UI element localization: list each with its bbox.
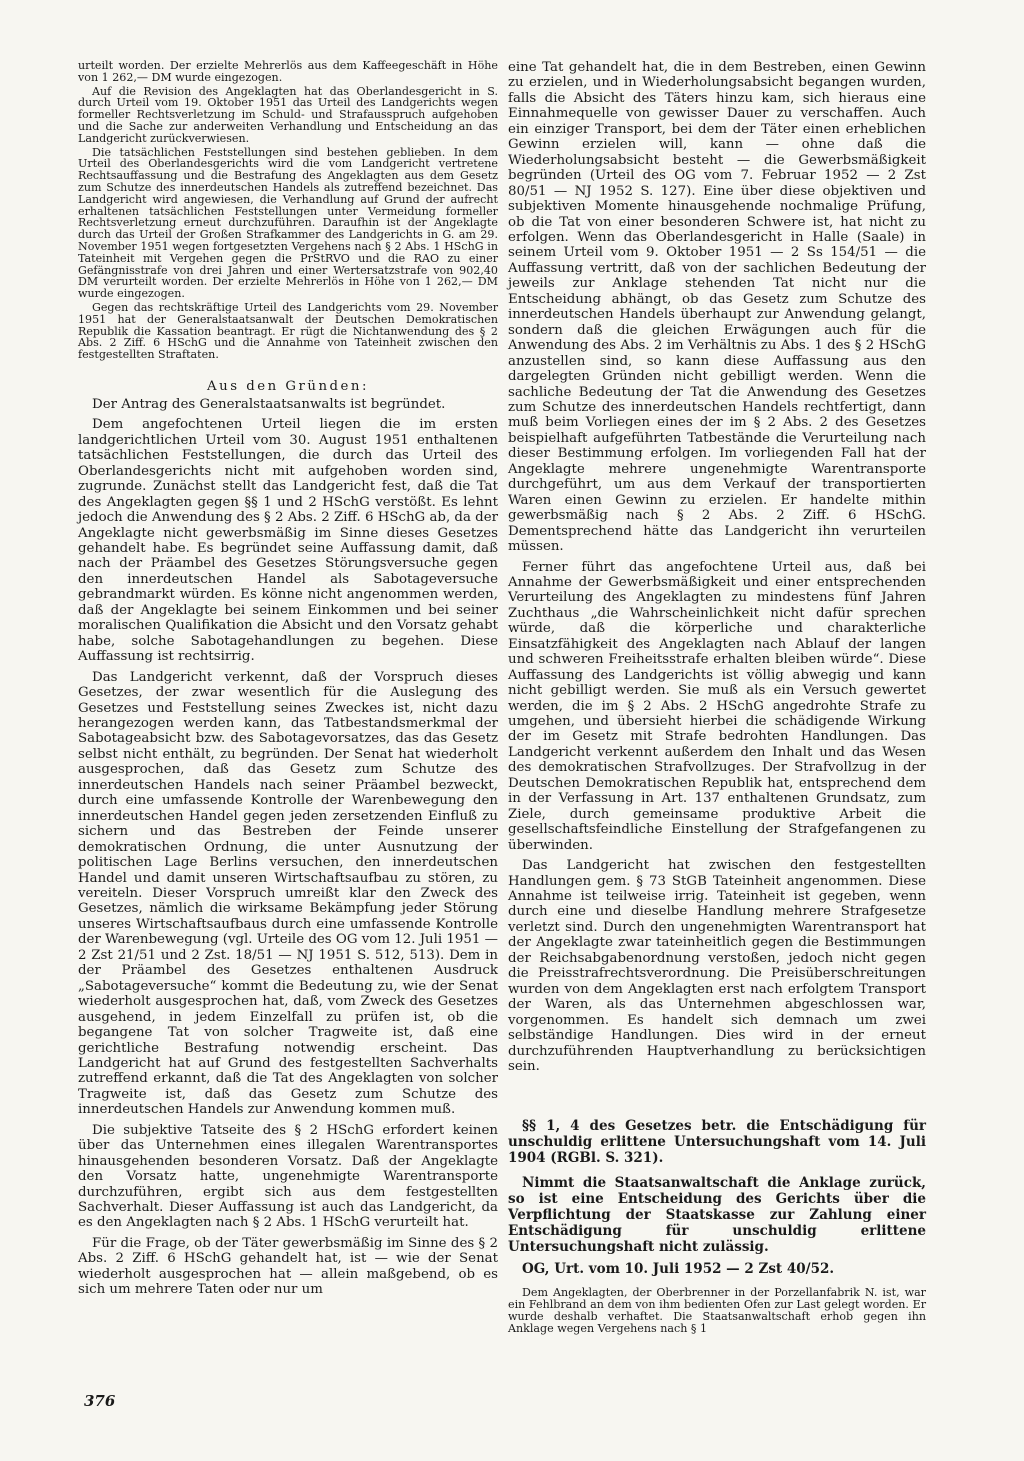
reason-paragraph: eine Tat gehandelt hat, die in dem Bestreben, einen Gewinn zu erzielen, und in Wiederholungsabsicht begangen wurden, falls die Absicht des Täters hinzu kam, sich hieraus eine Einnahmequelle von gewisser Dauer zu verschaffen. Auch ein einziger Transport, bei dem der Täter einen erheblichen Gewinn erzielen will, kann — ohne daß die Wiederholungsabsicht besteht — die Gewerbsmäßigkeit begründen (Urteil des OG vom 7. Februar 1952 — 2 Zst 80/51 — NJ 1952 S. 127). Eine über diese objektiven und subjektiven Momente hinausgehende nochmalige Prüfung, ob die Tat von einer besonderen Schwere ist, hat nicht zu erfolgen. Wenn das Oberlandesgericht in Halle (Saale) in seinem Urteil vom 9. Oktober 1951 — 2 Ss 154/51 — die Auffassung vertritt, daß von der sachlichen Bedeutung der jeweils zur Anklage stehenden Tat nicht nur die Entscheidung abhängt, ob das Gesetz zum Schutze des innerdeutschen Handels überhaupt zur Anwendung gelangt, sondern daß die gleichen Erwägungen auch für die Anwendung des Abs. 2 im Verhältnis zu Abs. 1 des § 2 HSchG anzustellen sind, so kann diese Auffassung aus den dargelegten Gründen nicht gebilligt werden. Wenn die sachliche Bedeutung der Tat die Anwendung des Gesetzes zum Schutze des innerdeutschen Handels rechtfertigt, dann muß beim Vorliegen eines der im § 2 Abs. 2 des Gesetzes beispielhaft aufgeführten Tatbestände die Verurteilung nach dieser Bestimmung erfolgen. Im vorliegenden Fall hat der Angeklagte mehrere ungenehmigte Warentransporte durchgeführt, um aus dem Verkauf der transportierten Waren einen Gewinn zu erzielen. Er handelte mithin gewerbsmäßig nach § 2 Abs. 2 Ziff. 6 HSchG. Dementsprechend hätte das Landgericht ihn verurteilen müssen. bbox=[508, 60, 926, 555]
reason-paragraph: Für die Frage, ob der Täter gewerbsmäßig im Sinne des § 2 Abs. 2 Ziff. 6 HSchG gehandelt hat, ist — wie der Senat wiederholt ausgesprochen hat — allein maßgebend, ob es sich um mehrere Taten oder nur um bbox=[78, 1235, 498, 1298]
right-column bbox=[508, 60, 926, 1335]
reasons-heading: Aus den Gründen: bbox=[207, 378, 369, 394]
facts-paragraph: urteilt worden. Der erzielte Mehrerlös aus dem Kaffeegeschäft in Höhe von 1 262,— DM wurde eingezogen. bbox=[78, 59, 498, 84]
left-column bbox=[78, 60, 498, 1298]
reason-paragraph: Die subjektive Tatseite des § 2 HSchG erfordert keinen über das Unternehmen eines illegalen Warentransportes hinausgehenden besonderen Vorsatz. Daß der Angeklagte den Vorsatz hatte, ungenehmigte Warentransporte durchzuführen, ergibt sich aus dem festgestellten Sachverhalt. Dieser Auffassung ist auch das Landgericht, da es den Angeklagten nach § 2 Abs. 1 HSchG verurteilt hat. bbox=[78, 1122, 498, 1231]
facts-paragraph: Die tatsächlichen Feststellungen sind bestehen geblieben. In dem Urteil des Oberlandesgerichts wird die vom Landgericht vertretene Rechtsauffassung und die Bestrafung des Angeklagten aus dem Gesetz zum Schutze des innerdeutschen Handels als zutreffend bezeichnet. Das Landgericht wird angewiesen, die Verhandlung auf Grund der aufrecht erhaltenen tatsächlichen Feststellungen unter Vermeidung formeller Rechtsverletzung erneut durchzuführen. Daraufhin ist der Angeklagte durch das Urteil der Großen Strafkammer des Landgerichts in G. am 29. November 1951 wegen fortgesetzten Vergehens nach § 2 Abs. 1 HSchG in Tateinheit mit Vergehen gegen die PrStRVO und die RAO zu einer Gefängnisstrafe von drei Jahren und einer Wertersatzstrafe von 902,40 DM verurteilt worden. Der erzielte Mehrerlös in Höhe von 1 262,— DM wurde eingezogen. bbox=[78, 145, 498, 301]
case-citation bbox=[508, 1261, 926, 1277]
page-number: 376 bbox=[84, 1392, 116, 1410]
reasons-continued bbox=[508, 60, 926, 1074]
reason-paragraph: Der Antrag des Generalstaatsanwalts ist begründet. bbox=[92, 396, 446, 412]
case-citation-text: OG, Urt. vom 10. Juli 1952 — 2 Zst 40/52. bbox=[522, 1261, 835, 1278]
facts-paragraph: Auf die Revision des Angeklagten hat das Oberlandesgericht in S. durch Urteil vom 19. Oktober 1951 das Urteil des Landgerichts wegen formeller Rechtsverletzung im Schuld- und Strafausspruch aufgehoben und die Sache zur anderweiten Verhandlung und Entscheidung an das Landgericht zurückverwiesen. bbox=[78, 84, 498, 145]
statute-heading bbox=[508, 1118, 926, 1166]
facts-paragraph: Gegen das rechtskräftige Urteil des Landgerichts vom 29. November 1951 hat der Generalstaatsanwalt der Deutschen Demokratischen Republik die Kassation beantragt. Er rügt die Nichtanwendung des § 2 Abs. 2 Ziff. 6 HSchG und die Annahme von Tateinheit zwischen den festgestellten Straftaten. bbox=[78, 300, 498, 362]
reason-paragraph: Ferner führt das angefochtene Urteil aus, daß bei Annahme der Gewerbsmäßigkeit und einer entsprechenden Verurteilung des Angeklagten zu mindestens fünf Jahren Zuchthaus „die Wahrscheinlichkeit nicht dafür sprechen würde, daß die körperliche und charakterliche Einsatzfähigkeit des Angeklagten nach Ablauf der langen und schweren Freiheitsstrafe erhalten bleiben würde“. Diese Auffassung des Landgerichts ist völlig abwegig und kann nicht gebilligt werden. Sie muß als ein Versuch gewertet werden, die im § 2 Abs. 2 HSchG angedrohte Strafe zu umgehen, und übersieht hierbei die schädigende Wirkung der im Gesetz mit Strafe bedrohten Handlungen. Das Landgericht verkennt außerdem den Inhalt und das Wesen des demokratischen Strafvollzuges. Der Strafvollzug in der Deutschen Demokratischen Republik hat, entsprechend dem in der Verfassung in Art. 137 enthaltenen Grundsatz, zum Ziele, durch gemeinsame produktive Arbeit die gesellschaftsfeindliche Einstellung der Strafgefangenen zu überwinden. bbox=[508, 559, 926, 853]
reasons-body bbox=[78, 397, 498, 1298]
facts-paragraph: Dem Angeklagten, der Oberbrenner in der Porzellanfabrik N. ist, war ein Fehlbrand an dem von ihm bedienten Ofen zur Last gelegt worden. Er wurde deshalb verhaftet. Die Staatsanwaltschaft erhob gegen ihn Anklage wegen Vergehens nach § 1 bbox=[508, 1286, 926, 1335]
statute-heading-text: §§ 1, 4 des Gesetzes betr. die Entschädigung für unschuldig erlittene Untersuchungshaft vom 14. Juli 1904 (RGBl. S. 321). bbox=[508, 1118, 926, 1167]
headnote-text: Nimmt die Staatsanwaltschaft die Anklage zurück, so ist eine Entscheidung des Gerichts über die Verpflichtung der Staatskasse zur Zahlung einer Entschädigung für unschuldig erlittene Untersuchungshaft nicht zulässig. bbox=[508, 1175, 926, 1256]
reason-paragraph: Das Landgericht verkennt, daß der Vorspruch dieses Gesetzes, der zwar wesentlich für die Auslegung des Gesetzes und Feststellung seines Zweckes ist, nicht dazu herangezogen werden kann, das Tatbestandsmerkmal der Sabotageabsicht bzw. des Sabotagevorsatzes, das das Gesetz selbst nicht enthält, zu begründen. Der Senat hat wiederholt ausgesprochen, daß das Gesetz zum Schutze des innerdeutschen Handels nach seiner Präambel bezweckt, durch eine umfassende Kontrolle der Warenbewegung den innerdeutschen Handel gegen jeden zersetzenden Einfluß zu sichern und das Bestreben der Feinde unserer demokratischen Ordnung, die unter Ausnutzung der politischen Lage Berlins versuchen, den innerdeutschen Handel und damit unseren Wirtschaftsaufbau zu stören, zu vereiteln. Dieser Vorspruch umreißt klar den Zweck des Gesetzes, nämlich die wirksame Bekämpfung jeder Störung unseres Wirtschaftsaufbaus durch eine umfassende Kontrolle der Warenbewegung (vgl. Urteile des OG vom 12. Juli 1951 — 2 Zst 21/51 und 2 Zst. 18/51 — NJ 1951 S. 512, 513). Dem in der Präambel des Gesetzes enthaltenen Ausdruck „Sabotageversuche“ kommt die Bedeutung zu, wie der Senat wiederholt ausgesprochen hat, daß, vom Zweck des Gesetzes ausgehend, in jedem Einzelfall zu prüfen ist, ob die begangene Tat von solcher Tragweite ist, daß eine gerichtliche Bestrafung notwendig erscheint. Das Landgericht hat auf Grund des festgestellten Sachverhalts zutreffend erkannt, daß die Tat des Angeklagten von solcher Tragweite ist, daß das Gesetz zum Schutze des innerdeutschen Handels zur Anwendung kommen muß. bbox=[78, 669, 498, 1118]
reason-paragraph: Das Landgericht hat zwischen den festgestellten Handlungen gem. § 73 StGB Tateinheit angenommen. Diese Annahme ist teilweise irrig. Tateinheit ist gegeben, wenn durch eine und dieselbe Handlung mehrere Strafgesetze verletzt sind. Durch den ungenehmigten Warentransport hat der Angeklagte zwar tateinheitlich gegen die Bestimmungen der Reichsabgabenordnung verstoßen, jedoch nicht gegen die Preisstrafrechtsverordnung. Die Preisüberschreitungen wurden von dem Angeklagten erst nach erfolgtem Transport der Waren, als das Unternehmen abgeschlossen war, vorgenommen. Es handelt sich demnach um zwei selbständige Handlungen. Dies wird in der erneut durchzuführenden Hauptverhandlung zu berücksichtigen sein. bbox=[508, 858, 926, 1074]
case-facts-new bbox=[508, 1287, 926, 1334]
reason-paragraph: Dem angefochtenen Urteil liegen die im ersten landgerichtlichen Urteil vom 30. August 1951 enthaltenen tatsächlichen Feststellungen, die durch das Urteil des Oberlandesgerichts nicht mit aufgehoben worden sind, zugrunde. Zunächst stellt das Landgericht fest, daß die Tat des Angeklagten gegen §§ 1 und 2 HSchG verstößt. Es lehnt jedoch die Anwendung des § 2 Abs. 2 Ziff. 6 HSchG ab, da der Angeklagte nicht gewerbsmäßig im Sinne dieses Gesetzes gehandelt habe. Es begründet seine Auffassung damit, daß nach der Präambel des Gesetzes Störungsversuche gegen den innerdeutschen Handel als Sabotageversuche gebrandmarkt würden. Es könne nicht angenommen werden, daß der Angeklagte bei seinem Einkommen und bei seiner moralischen Qualifikation die Absicht und den Vorsatz gehabt habe, solche Sabotagehandlungen zu begehen. Diese Auffassung ist rechtsirrig. bbox=[78, 417, 498, 665]
case-facts bbox=[78, 60, 498, 361]
headnote bbox=[508, 1175, 926, 1255]
